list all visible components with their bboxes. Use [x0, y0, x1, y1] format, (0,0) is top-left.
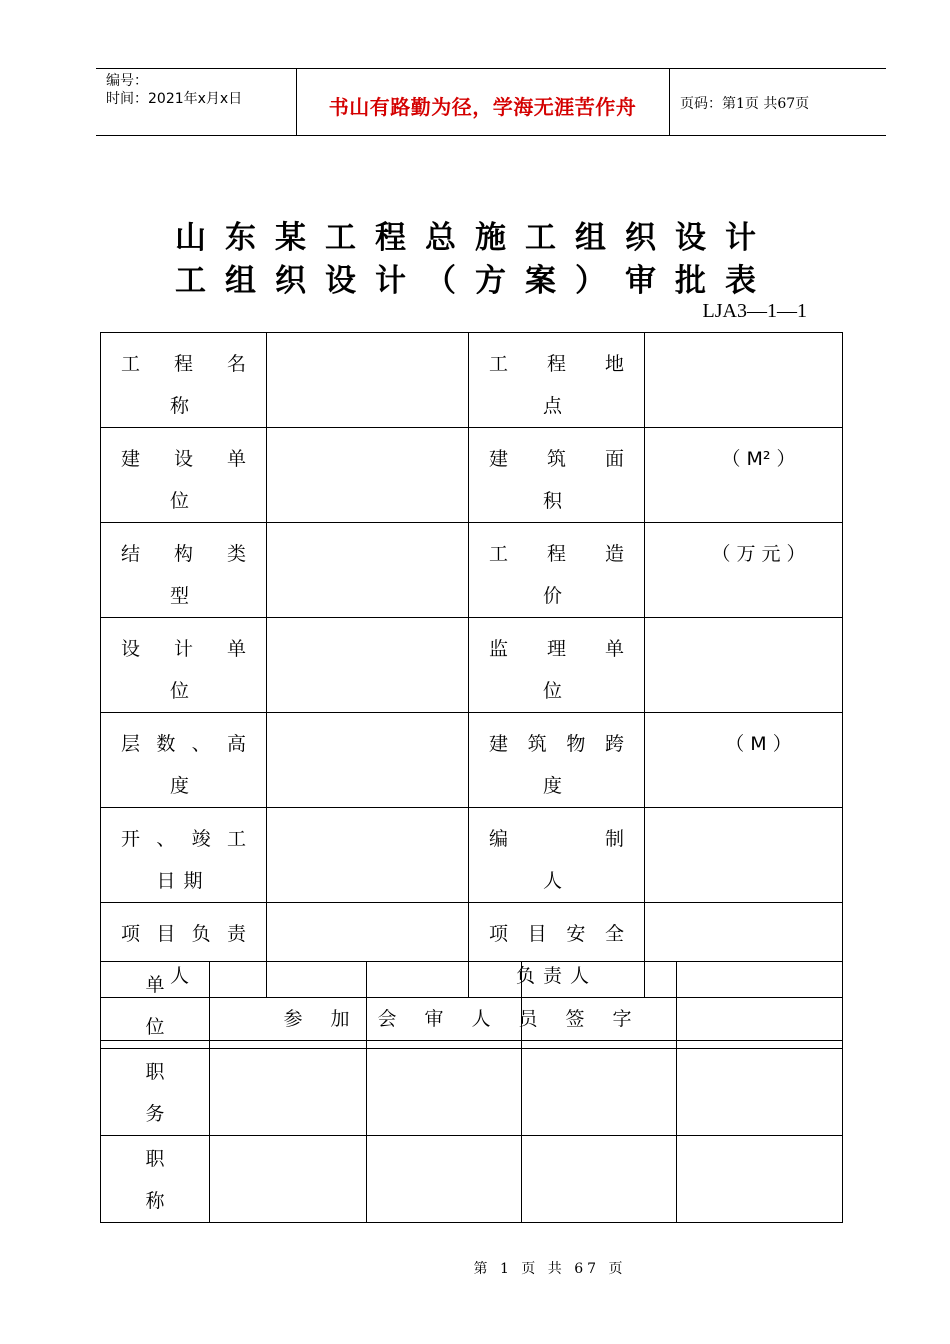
label-char: 类 [226, 543, 246, 565]
signature-cell[interactable] [367, 962, 522, 1049]
label-char: 结 [121, 543, 141, 565]
right-label-line-2: 人 [542, 870, 570, 892]
label-char: 单 [604, 638, 624, 660]
signature-cell[interactable] [677, 962, 843, 1049]
form-row [101, 618, 843, 713]
left-value-field[interactable] [267, 523, 469, 618]
unit-label: （ 万 元 ） [711, 543, 806, 565]
header-number-label: 编号： [106, 73, 148, 89]
label-char: 建 [489, 733, 509, 755]
label-char: 计 [173, 638, 193, 660]
header-page-info: 页码：第1页 共67页 [680, 96, 810, 112]
right-label-line-1 [489, 723, 624, 765]
right-field-label [469, 523, 645, 618]
label-char: 、 [156, 828, 176, 850]
right-value-field[interactable] [645, 618, 843, 713]
label-char: 设 [121, 638, 141, 660]
signature-cell[interactable] [522, 962, 677, 1049]
label-char: 单 [226, 448, 246, 470]
label-char: 程 [546, 353, 566, 375]
right-label-line-1 [489, 628, 624, 670]
signature-cell[interactable] [210, 962, 367, 1049]
right-value-field[interactable] [645, 523, 843, 618]
left-label-line-1 [121, 533, 246, 575]
form-row [101, 808, 843, 903]
left-label-line-1 [121, 628, 246, 670]
left-field-label [101, 808, 267, 903]
label-char: 项 [121, 923, 141, 945]
left-label-line-2: 型 [169, 585, 197, 607]
header-meta [106, 72, 242, 108]
label-char: 安 [566, 923, 586, 945]
right-field-label [469, 808, 645, 903]
signature-row-label [101, 962, 210, 1049]
right-field-label [469, 333, 645, 428]
signature-label-char-1: 单 [145, 974, 165, 996]
form-row [101, 523, 843, 618]
left-field-label [101, 713, 267, 808]
label-char: 编 [489, 828, 509, 850]
label-char: 层 [121, 733, 141, 755]
form-body [101, 333, 843, 1041]
left-value-field[interactable] [267, 713, 469, 808]
label-char: 项 [489, 923, 509, 945]
page-footer: 第 1 页 共 67 页 [473, 1261, 627, 1277]
signature-cell[interactable] [367, 1049, 522, 1136]
signature-cell[interactable] [210, 1136, 367, 1223]
signature-cell[interactable] [677, 1136, 843, 1223]
right-field-label [469, 618, 645, 713]
right-value-field[interactable] [645, 428, 843, 523]
label-char: 工 [121, 353, 141, 375]
label-char: 地 [604, 353, 624, 375]
label-char: 跨 [604, 733, 624, 755]
signature-body [101, 962, 843, 1223]
label-char: 工 [226, 828, 246, 850]
signature-cell[interactable] [210, 1049, 367, 1136]
label-char: 监 [489, 638, 509, 660]
right-label-line-2: 价 [542, 585, 570, 607]
label-char: 责 [226, 923, 246, 945]
label-char: 工 [489, 543, 509, 565]
left-label-line-2: 称 [169, 395, 197, 417]
form-row [101, 713, 843, 808]
label-char: 负 [191, 923, 211, 945]
label-char: 物 [566, 733, 586, 755]
left-value-field[interactable] [267, 333, 469, 428]
left-label-line-1 [121, 818, 246, 860]
signature-label-char-2: 称 [145, 1190, 165, 1212]
label-char: 面 [604, 448, 624, 470]
label-char: 理 [546, 638, 566, 660]
label-char: 工 [489, 353, 509, 375]
header-date: 时间：2021年x月x日 [106, 91, 243, 107]
right-label-line-2: 积 [542, 490, 570, 512]
label-char: 单 [226, 638, 246, 660]
form-row [101, 428, 843, 523]
left-label-line-2: 位 [169, 680, 197, 702]
left-value-field[interactable] [267, 618, 469, 713]
left-label-line-2: 度 [169, 775, 197, 797]
header-bottom-rule [96, 135, 886, 136]
signature-label-char-1: 职 [145, 1061, 165, 1083]
left-field-label [101, 618, 267, 713]
header-top-rule [96, 68, 886, 69]
document-title-line-1: 山东某工程总施工组织设计 [175, 220, 775, 256]
right-label-line-1 [489, 818, 624, 860]
left-label-line-2: 位 [169, 490, 197, 512]
signature-cell[interactable] [522, 1049, 677, 1136]
right-field-label [469, 428, 645, 523]
right-label-line-1 [489, 438, 624, 480]
label-char: 建 [121, 448, 141, 470]
label-char: 名 [226, 353, 246, 375]
right-value-field[interactable] [645, 808, 843, 903]
right-value-field[interactable] [645, 713, 843, 808]
right-label-line-1 [489, 343, 624, 385]
label-char: 程 [173, 353, 193, 375]
unit-label: （ M² ） [721, 448, 796, 470]
label-char: 目 [527, 923, 547, 945]
signature-row [101, 962, 843, 1049]
label-char: 制 [604, 828, 624, 850]
label-char: 目 [156, 923, 176, 945]
left-label-line-1 [121, 723, 246, 765]
signature-table [100, 961, 843, 1223]
left-label-line-1 [121, 343, 246, 385]
label-char: 全 [604, 923, 624, 945]
left-label-line-1 [121, 438, 246, 480]
signature-row [101, 1136, 843, 1223]
right-value-field[interactable] [645, 333, 843, 428]
label-char: 数 [156, 733, 176, 755]
label-char: 建 [489, 448, 509, 470]
left-label-line-1 [121, 913, 246, 955]
signature-label-char-1: 职 [145, 1148, 165, 1170]
label-char: 开 [121, 828, 141, 850]
left-field-label [101, 523, 267, 618]
label-char: 、 [191, 733, 211, 755]
signature-label-char-2: 位 [145, 1016, 165, 1038]
label-char: 筑 [527, 733, 547, 755]
form-row [101, 333, 843, 428]
signature-row-label [101, 1049, 210, 1136]
right-label-line-2: 负责人 [515, 965, 597, 987]
signature-label-char-2: 务 [145, 1103, 165, 1125]
left-field-label [101, 428, 267, 523]
label-char: 程 [546, 543, 566, 565]
header-motto: 书山有路勤为径，学海无涯苦作舟 [328, 95, 637, 119]
label-char: 构 [173, 543, 193, 565]
label-char: 高 [226, 733, 246, 755]
signature-cell[interactable] [677, 1049, 843, 1136]
right-label-line-2: 点 [542, 395, 570, 417]
label-char: 设 [173, 448, 193, 470]
section-title: 参加会审人员签字 [101, 998, 843, 1041]
label-char: 竣 [191, 828, 211, 850]
left-label-line-2: 人 [169, 965, 197, 987]
left-field-label [101, 333, 267, 428]
right-label-line-1 [489, 533, 624, 575]
left-value-field[interactable] [267, 428, 469, 523]
header-divider-2 [669, 68, 670, 135]
right-label-line-2: 位 [542, 680, 570, 702]
approval-form-table [100, 332, 843, 1041]
signature-row [101, 1049, 843, 1136]
right-field-label [469, 713, 645, 808]
label-char: 造 [604, 543, 624, 565]
left-label-line-2: 日期 [156, 870, 211, 892]
document-title-line-2: 工组织设计（方案）审批表 [175, 263, 775, 299]
signature-row-label [101, 1136, 210, 1223]
signature-cell[interactable] [367, 1136, 522, 1223]
form-code: LJA3—1—1 [702, 300, 807, 322]
right-label-line-1 [489, 913, 624, 955]
signature-cell[interactable] [522, 1136, 677, 1223]
unit-label: （ M ） [725, 733, 792, 755]
left-value-field[interactable] [267, 808, 469, 903]
right-label-line-2: 度 [542, 775, 570, 797]
label-char: 筑 [546, 448, 566, 470]
